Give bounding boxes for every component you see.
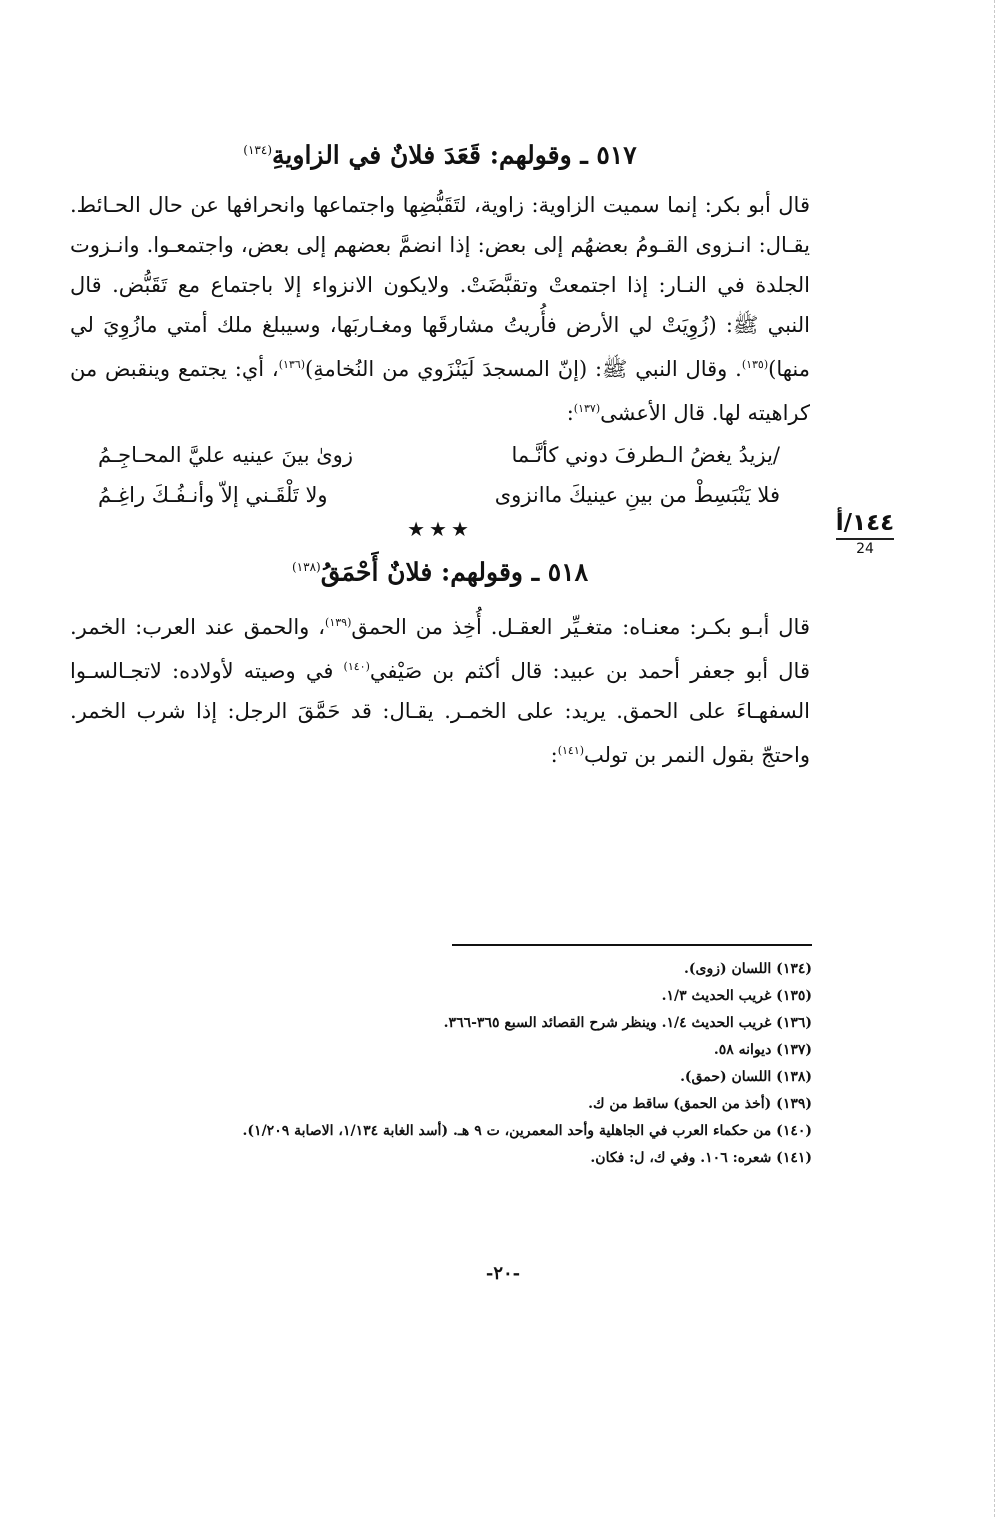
footnote-141: (١٤١) شعره: ١٠٦. وفي ك، ل: فكان. bbox=[590, 1150, 812, 1166]
entry-517-paragraph: قال أبو بكر: إنما سميت الزاوية: زاوية، لتَقَبُّضِها واجتماعها وانحرافها عن حال الحـائط. يقـال: انـزوى القـومُ بعضهُم إلى بعض: إذا انضمَّ بعضهم إلى بعض، واجتمعـوا. وانـزوت الجلدة في النـار: إذا اجتمعتْ وتقبَّضَتْ. ولايكون الانزواء إلا باجتماع مع تَقَبُّض. قال النبي ﷺ: (زُوِيَتْ لي الأرض فأُريتُ مشارقَها ومغـاربَها، وسيبلغ ملك أمتي مازُوِيَ لي منها)$^{(١٣٥)}$. وقال النبي ﷺ: (إنّ المسجدَ لَيَنْزَوي من النُخامةِ)$^{(١٣٦)}$، أي: يجتمع وينقبض من كراهيته لها. قال الأعشى$^{(١٣٧)}$: bbox=[70, 193, 810, 426]
footnotes bbox=[100, 956, 812, 1172]
scan-edge-line bbox=[994, 0, 995, 1517]
footnote-divider bbox=[452, 944, 812, 946]
footnote-ref-139[interactable]: (١٣٩) bbox=[325, 615, 352, 629]
entry-518-paragraph: قال أبـو بكـر: معنـاه: متغـيِّر العقـل. أُخِذ من الحمق$^{(١٣٩)}$، والحمق عند العرب: الخمر. قال أبو جعفر أحمد بن عبيد: قال أكثم بن صَيْفي$^{(١٤٠)}$ في وصيته لأولاده: لاتجـالسـوا السفهـاءَ على الحمق. يريد: على الخمـر. يقـال: قد حَمَّقَ الرجل: إذا شرب الخمر. واحتجّ بقول النمر بن تولب$^{(١٤١)}$: bbox=[70, 614, 810, 767]
page-body bbox=[70, 130, 810, 775]
entry-518-heading: ٥١٨ ـ وقولهم: فلانٌ أَحْمَقُ$^{(١٣٨)}$ bbox=[291, 557, 589, 587]
footnote-134: (١٣٤) اللسان (زوى). bbox=[684, 961, 812, 977]
verse-second-hemistich: ولا تَلْقَـني إلاّ وأنـفُـكَ راغِـمُ bbox=[98, 483, 328, 508]
footnote-136: (١٣٦) غريب الحديث ١/٤. وينظر شرح القصائد السبع ٣٦٥-٣٦٦. bbox=[443, 1015, 812, 1031]
footnote-135: (١٣٥) غريب الحديث ١/٣. bbox=[661, 988, 812, 1004]
footnote-139: (١٣٩) (أخذ من الحمق) ساقط من ك. bbox=[588, 1096, 812, 1112]
footnote-ref-140[interactable]: (١٤٠) bbox=[343, 659, 370, 673]
entry-517-heading: ٥١٧ ـ وقولهم: قَعَدَ فلانٌ في الزاويةِ$^{(١٣٤)}$ bbox=[243, 140, 637, 170]
folio-number: 24 bbox=[856, 541, 874, 557]
verse-line bbox=[70, 435, 810, 475]
footnote-137: (١٣٧) ديوانه ٥٨. bbox=[713, 1042, 812, 1058]
footnote-ref-136[interactable]: (١٣٦) bbox=[278, 358, 306, 372]
footnote-ref-141[interactable]: (١٤١) bbox=[557, 743, 585, 757]
footnote-ref-135[interactable]: (١٣٥) bbox=[741, 358, 769, 372]
footnote-138: (١٣٨) اللسان (حمق). bbox=[680, 1069, 812, 1085]
footnote-140: (١٤٠) من حكماء العرب في الجاهلية وأحد المعمرين، ت ٩ هـ. (أسد الغابة ١/١٣٤، الاصابة ١/٢٠٩). bbox=[242, 1123, 812, 1139]
poem-verses bbox=[70, 435, 810, 515]
section-separator: ★★★ bbox=[407, 517, 473, 542]
verse-first-hemistich: فلا يَنْبَسِطْ من بينِ عينيكَ ماانزوى bbox=[494, 483, 780, 508]
verse-line bbox=[70, 475, 810, 515]
folio-reference: ١٤٤/أ bbox=[835, 510, 895, 536]
footnote-ref-134[interactable]: (١٣٤) bbox=[243, 143, 273, 157]
page-number: -٢٠- bbox=[485, 1263, 521, 1284]
footnote-ref-137[interactable]: (١٣٧) bbox=[573, 402, 601, 416]
footnote-ref-138[interactable]: (١٣٨) bbox=[291, 560, 321, 575]
manuscript-folio-marker bbox=[830, 508, 900, 558]
verse-second-hemistich: زوىٰ بينَ عينيه عليَّ المحـاجِـمُ bbox=[98, 443, 353, 468]
verse-first-hemistich: /يزيدُ يغضُ الـطرفَ دوني كأنَّـما bbox=[511, 443, 780, 468]
